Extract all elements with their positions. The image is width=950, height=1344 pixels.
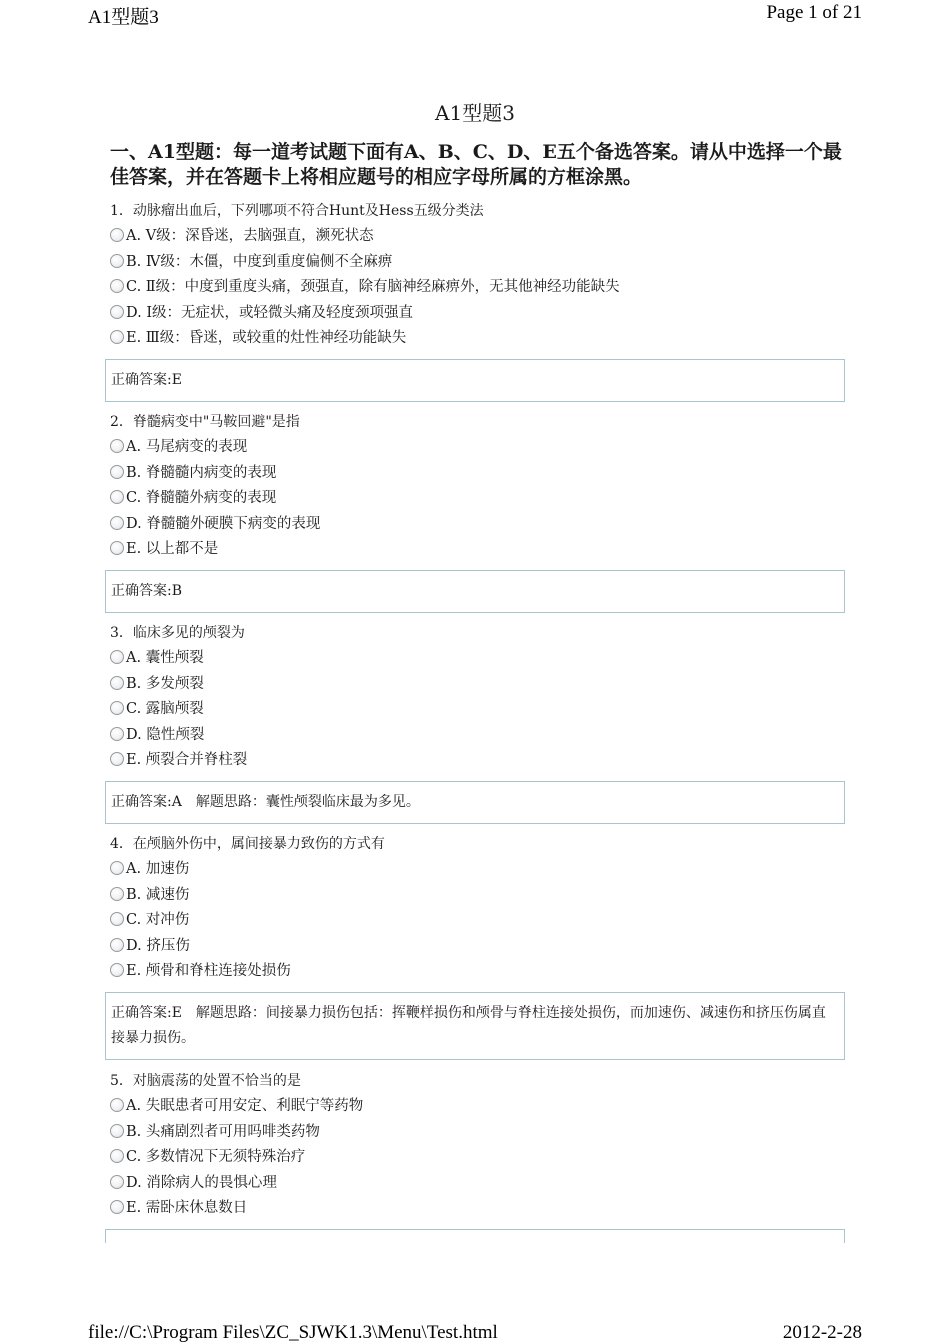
option-a[interactable] bbox=[110, 435, 850, 461]
option-b[interactable] bbox=[110, 672, 850, 698]
option-b[interactable] bbox=[110, 1120, 850, 1146]
option-a[interactable] bbox=[110, 1094, 850, 1120]
option-label: A. Ⅴ级：深昏迷，去脑强直，濒死状态 bbox=[126, 228, 374, 244]
question-text: 5．对脑震荡的处置不恰当的是 bbox=[110, 1073, 301, 1089]
option-label: C. 露脑颅裂 bbox=[126, 701, 204, 718]
radio-button-icon[interactable] bbox=[110, 1098, 124, 1112]
option-a[interactable] bbox=[110, 646, 850, 672]
option-label: A. 马尾病变的表现 bbox=[126, 439, 248, 455]
option-label: E. Ⅲ级：昏迷，或较重的灶性神经功能缺失 bbox=[126, 330, 407, 347]
question-text: 2．脊髓病变中"马鞍回避"是指 bbox=[110, 414, 300, 430]
answer-box-2 bbox=[105, 570, 845, 613]
page-number: Page 1 of 21 bbox=[766, 2, 862, 23]
option-label: B. Ⅳ级：木僵，中度到重度偏侧不全麻痹 bbox=[126, 253, 393, 270]
option-b[interactable] bbox=[110, 250, 850, 276]
radio-button-icon[interactable] bbox=[110, 676, 124, 690]
option-label: B. 多发颅裂 bbox=[126, 675, 204, 692]
radio-button-icon[interactable] bbox=[110, 727, 124, 741]
option-c[interactable] bbox=[110, 1145, 850, 1171]
radio-button-icon[interactable] bbox=[110, 650, 124, 664]
option-d[interactable] bbox=[110, 1171, 850, 1197]
option-e[interactable] bbox=[110, 748, 850, 774]
option-d[interactable] bbox=[110, 934, 850, 960]
option-c[interactable] bbox=[110, 486, 850, 512]
section-instruction: 一、A1型题：每一道考试题下面有A、B、C、D、E五个备选答案。请从中选择一个最佳答案，并在答题卡上将相应题号的相应字母所属的方框涂黑。 bbox=[110, 141, 842, 188]
option-e[interactable] bbox=[110, 326, 850, 352]
option-label: C. Ⅱ级：中度到重度头痛，颈强直，除有脑神经麻痹外，无其他神经功能缺失 bbox=[126, 279, 620, 296]
question-4 bbox=[110, 835, 850, 985]
radio-button-icon[interactable] bbox=[110, 439, 124, 453]
option-e[interactable] bbox=[110, 537, 850, 563]
option-label: B. 减速伤 bbox=[126, 886, 190, 903]
option-label: C. 脊髓髓外病变的表现 bbox=[126, 490, 277, 507]
option-e[interactable] bbox=[110, 959, 850, 985]
radio-button-icon[interactable] bbox=[110, 1149, 124, 1163]
print-date: 2012-2-28 bbox=[782, 1322, 862, 1343]
radio-button-icon[interactable] bbox=[110, 1124, 124, 1138]
radio-button-icon[interactable] bbox=[110, 516, 124, 530]
option-a[interactable] bbox=[110, 857, 850, 883]
radio-button-icon[interactable] bbox=[110, 1200, 124, 1214]
answer-text: 正确答案:B bbox=[111, 583, 183, 599]
answer-text: 正确答案:E 解题思路：间接暴力损伤包括：挥鞭样损伤和颅骨与脊柱连接处损伤，而加速伤、减速伤和挤压伤属直接暴力损伤。 bbox=[111, 1005, 826, 1046]
option-label: A. 囊性颅裂 bbox=[126, 650, 204, 666]
question-text: 1．动脉瘤出血后，下列哪项不符合Hunt及Hess五级分类法 bbox=[110, 203, 484, 219]
answer-text: 正确答案:E bbox=[111, 372, 182, 388]
answer-box-1 bbox=[105, 359, 845, 402]
option-label: B. 脊髓髓内病变的表现 bbox=[126, 464, 277, 481]
radio-button-icon[interactable] bbox=[110, 938, 124, 952]
file-path: file://C:\Program Files\ZC_SJWK1.3\Menu\Test.html bbox=[88, 1322, 498, 1343]
radio-button-icon[interactable] bbox=[110, 490, 124, 504]
option-label: D. 隐性颅裂 bbox=[126, 726, 205, 743]
option-label: D. 挤压伤 bbox=[126, 937, 190, 954]
option-a[interactable] bbox=[110, 224, 850, 250]
option-label: A. 加速伤 bbox=[126, 861, 190, 877]
option-label: B. 头痛剧烈者可用吗啡类药物 bbox=[126, 1123, 320, 1140]
answer-box-4 bbox=[105, 992, 845, 1060]
question-5 bbox=[110, 1072, 850, 1222]
answer-box-5 bbox=[105, 1229, 845, 1243]
radio-button-icon[interactable] bbox=[110, 254, 124, 268]
option-label: C. 对冲伤 bbox=[126, 912, 190, 929]
option-label: D. Ⅰ级：无症状，或轻微头痛及轻度颈项强直 bbox=[126, 304, 414, 321]
option-label: D. 消除病人的畏惧心理 bbox=[126, 1174, 277, 1191]
radio-button-icon[interactable] bbox=[110, 330, 124, 344]
document-title: A1型题3 bbox=[435, 101, 515, 125]
option-d[interactable] bbox=[110, 512, 850, 538]
radio-button-icon[interactable] bbox=[110, 861, 124, 875]
radio-button-icon[interactable] bbox=[110, 228, 124, 242]
radio-button-icon[interactable] bbox=[110, 701, 124, 715]
radio-button-icon[interactable] bbox=[110, 541, 124, 555]
page-header-title: A1型题3 bbox=[88, 7, 159, 28]
option-b[interactable] bbox=[110, 883, 850, 909]
option-label: D. 脊髓髓外硬膜下病变的表现 bbox=[126, 515, 321, 532]
question-1 bbox=[110, 202, 850, 352]
radio-button-icon[interactable] bbox=[110, 465, 124, 479]
option-label: C. 多数情况下无须特殊治疗 bbox=[126, 1149, 306, 1166]
option-d[interactable] bbox=[110, 723, 850, 749]
radio-button-icon[interactable] bbox=[110, 912, 124, 926]
radio-button-icon[interactable] bbox=[110, 279, 124, 293]
radio-button-icon[interactable] bbox=[110, 752, 124, 766]
radio-button-icon[interactable] bbox=[110, 1175, 124, 1189]
option-e[interactable] bbox=[110, 1196, 850, 1222]
question-3 bbox=[110, 624, 850, 774]
option-d[interactable] bbox=[110, 301, 850, 327]
option-c[interactable] bbox=[110, 275, 850, 301]
option-label: E. 颅裂合并脊柱裂 bbox=[126, 752, 248, 769]
option-label: E. 以上都不是 bbox=[126, 541, 219, 558]
option-b[interactable] bbox=[110, 461, 850, 487]
question-2 bbox=[110, 413, 850, 563]
question-text: 3．临床多见的颅裂为 bbox=[110, 625, 245, 641]
answer-box-3 bbox=[105, 781, 845, 824]
option-c[interactable] bbox=[110, 697, 850, 723]
answer-text: 正确答案:A 解题思路：囊性颅裂临床最为多见。 bbox=[111, 794, 420, 810]
option-label: E. 颅骨和脊柱连接处损伤 bbox=[126, 963, 291, 980]
option-label: A. 失眠患者可用安定、利眠宁等药物 bbox=[126, 1098, 364, 1114]
radio-button-icon[interactable] bbox=[110, 305, 124, 319]
question-text: 4．在颅脑外伤中，属间接暴力致伤的方式有 bbox=[110, 836, 385, 852]
radio-button-icon[interactable] bbox=[110, 887, 124, 901]
option-c[interactable] bbox=[110, 908, 850, 934]
radio-button-icon[interactable] bbox=[110, 963, 124, 977]
option-label: E. 需卧床休息数日 bbox=[126, 1200, 248, 1217]
